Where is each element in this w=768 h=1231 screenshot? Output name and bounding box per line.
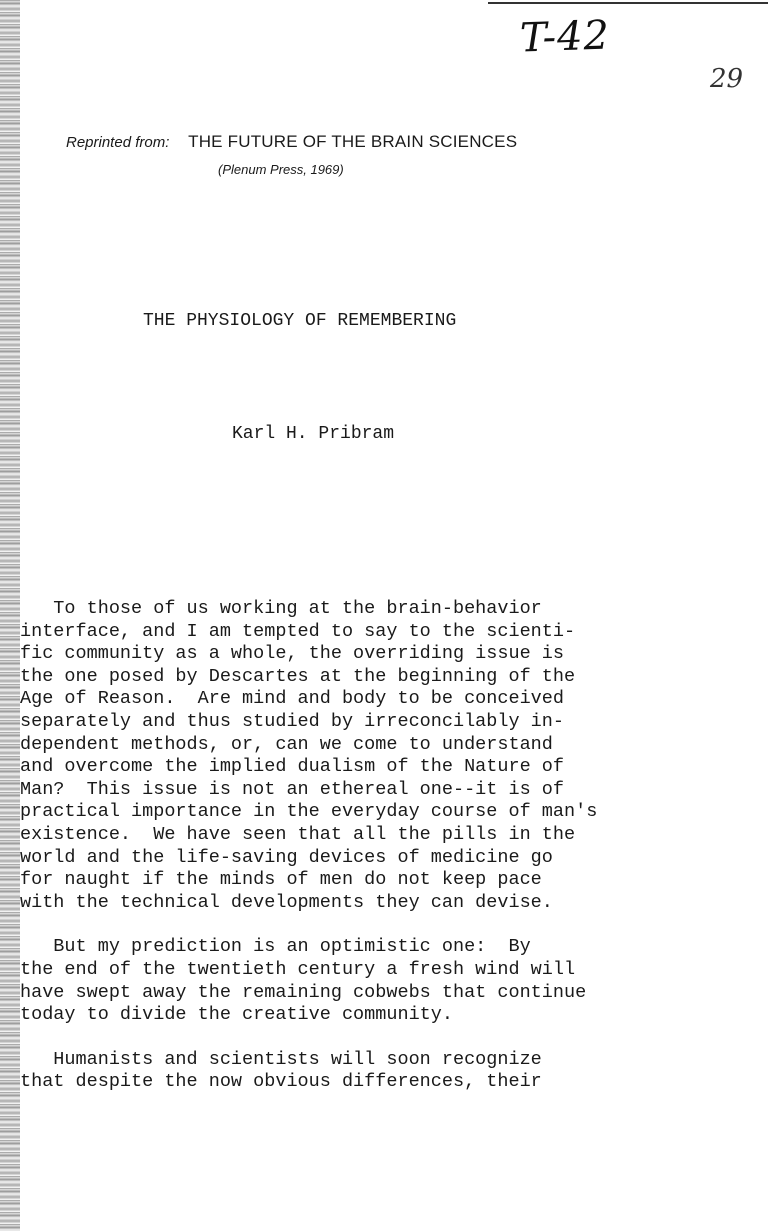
handwritten-page-number: 29: [710, 64, 744, 94]
body-line: separately and thus studied by irreconcilably in-: [20, 710, 564, 732]
scan-binding-edge: [0, 0, 20, 1231]
publisher-line: (Plenum Press, 1969): [218, 162, 344, 177]
body-line: and overcome the implied dualism of the Nature of: [20, 756, 564, 778]
body-line: fic community as a whole, the overriding issue is: [20, 643, 564, 665]
body-line: that despite the now obvious differences, their: [20, 1071, 542, 1093]
top-rule: [488, 2, 768, 4]
body-line: the one posed by Descartes at the beginning of the: [20, 665, 576, 687]
body-line: dependent methods, or, can we come to understand: [20, 733, 553, 755]
source-title: THE FUTURE OF THE BRAIN SCIENCES: [188, 132, 518, 151]
body-line: To those of us working at the brain-behavior: [20, 598, 542, 619]
body-line: the end of the twentieth century a fresh wind will: [20, 958, 576, 980]
body-line: practical importance in the everyday course of man's: [20, 801, 598, 823]
body-line: have swept away the remaining cobwebs that continue: [20, 981, 587, 1003]
body-line: Humanists and scientists will soon recognize: [20, 1048, 542, 1070]
body-line: existence. We have seen that all the pills in the: [20, 823, 576, 845]
body-line: for naught if the minds of men do not keep pace: [20, 869, 542, 891]
article-title: THE PHYSIOLOGY OF REMEMBERING: [143, 311, 457, 331]
body-line: But my prediction is an optimistic one: By: [20, 936, 531, 958]
body-line: today to divide the creative community.: [20, 1004, 453, 1026]
body-line: Age of Reason. Are mind and body to be conceived: [20, 688, 564, 710]
reprint-source: [66, 132, 517, 152]
body-line: world and the life-saving devices of medicine go: [20, 846, 553, 868]
body-text: [20, 598, 710, 1094]
paragraph-3: [20, 1049, 710, 1094]
article-author: Karl H. Pribram: [232, 424, 395, 444]
body-line: with the technical developments they can devise.: [20, 891, 553, 913]
handwritten-id-annotation: T-42: [519, 12, 611, 62]
body-line: Man? This issue is not an ethereal one--it is of: [20, 778, 564, 800]
paragraph-2: [20, 936, 710, 1026]
source-label: Reprinted from:: [66, 134, 170, 151]
paragraph-1: [20, 598, 710, 914]
body-line: interface, and I am tempted to say to the scienti-: [20, 620, 576, 642]
